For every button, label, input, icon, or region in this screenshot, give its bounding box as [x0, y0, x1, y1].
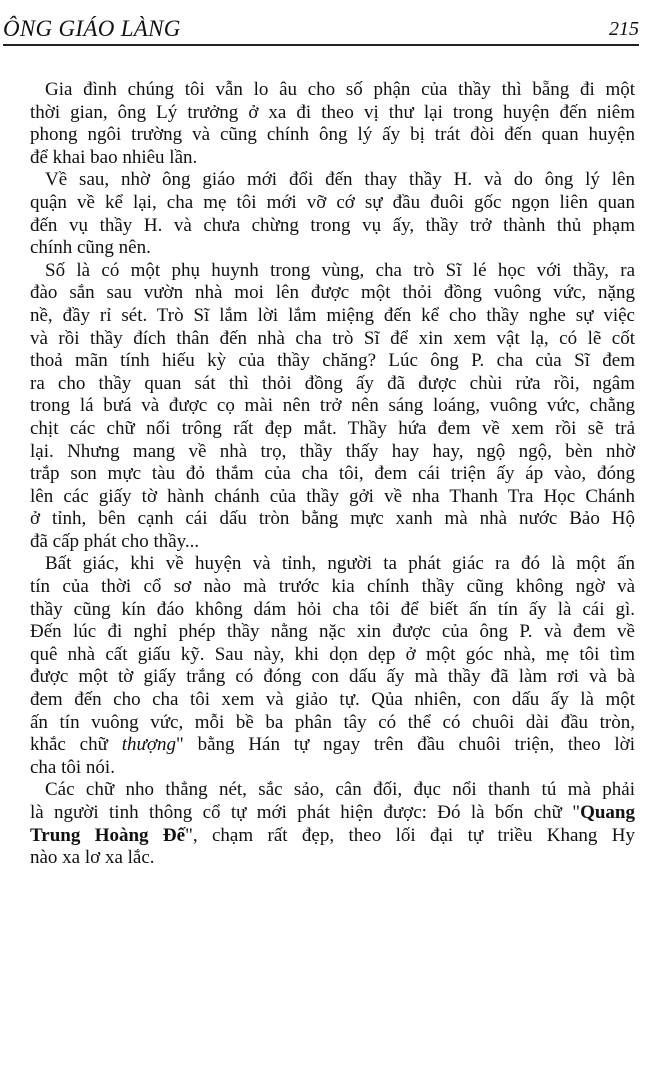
text-run: là người tinh thông cổ tự mới phát hiện được: Đó là bốn chữ " [30, 802, 581, 823]
text-line: đã cấp phát cho thầy... [30, 530, 200, 552]
text-line: đến vụ thầy H. và chưa chừng trong vụ ấy, thầy trở thành thủ phạm [30, 214, 635, 236]
text-line: thoả mãn tính hiếu kỳ của thầy chăng? Lúc ông P. cha của Sĩ đem [30, 350, 635, 372]
text-line: ở tỉnh, bên cạnh cái dấu tròn bằng mực xanh mà nhà nước Bảo Hộ [30, 508, 635, 530]
text-line: thời gian, ông Lý trưởng ở xa đi theo vị thư lại trong huyện đến niêm [30, 101, 635, 123]
text-run: " bằng Hán tự ngay trên đầu chuôi triện, theo lời [176, 734, 635, 756]
body-text [30, 79, 635, 870]
text-line: trong lá bưá và được cọ mài nên trở nên sáng loáng, vuông vức, chằng [30, 395, 635, 417]
text-line: đem đến cho cha tôi xem và giảo tự. Qủa nhiên, con dấu ấy là một [30, 689, 635, 711]
text-line: lại. Nhưng mang về nhà trọ, thầy thấy hay hay, ngộ ngộ, bèn nhờ [30, 440, 635, 462]
text-line: Bất giác, khi về huyện và tỉnh, người ta phát giác ra đó là một ấn [45, 553, 635, 575]
text-line: Các chữ nho thẳng nét, sắc sảo, cân đối, đục nổi thanh tú mà phải [45, 779, 635, 801]
text-line: thầy cũng kín đáo không dám hỏi cha tôi để biết ấn tín ấy là cái gì. [30, 598, 635, 620]
text-line: ra cho thầy quan sát thì thỏi đồng ấy đã được chùi rửa rồi, ngâm [30, 372, 635, 394]
page-number: 215 [609, 18, 639, 40]
text-line: và rồi thầy đích thân đến nhà cha trò Sĩ để xin xem vật lạ, có lẽ cốt [30, 327, 635, 349]
paragraph-4 [30, 553, 635, 779]
text-line-with-bold [30, 825, 635, 848]
text-run: khắc chữ [30, 734, 122, 756]
text-line: quê nhà cất giấu kỹ. Sau này, khi dọn dẹp ở một góc nhà, mẹ tôi tìm [30, 643, 635, 665]
bold-phrase: Trung Hoàng Đế [30, 824, 186, 846]
text-line: đào sắn sau vườn nhà moi lên được một thỏi đồng vuông vức, nặng [30, 282, 635, 304]
text-line: Gia đình chúng tôi vẫn lo âu cho số phận của thầy thì bẵng đi một [45, 79, 635, 100]
paragraph-5 [30, 779, 635, 869]
text-line: để khai bao nhiêu lần. [30, 146, 198, 168]
text-line: quận về kể lại, cha mẹ tôi mới vỡ cớ sự đầu đuôi gốc ngọn liên quan [30, 191, 635, 213]
text-line: Đến lúc đi nghỉ phép thầy nằng nặc xin được của ông P. và đem về [30, 621, 635, 643]
paragraph-2 [30, 169, 635, 259]
text-run: ", chạm rất đẹp, theo lối đại tự triều Khang Hy [185, 824, 635, 846]
page-header [3, 14, 639, 46]
text-line-with-bold [30, 802, 635, 825]
text-line: tín của thời cổ sơ nào mà trước kia chính thầy cũng không ngờ và [30, 576, 635, 598]
text-line: nề, đầy rỉ sét. Trò Sĩ lắm lời lắm miệng đến kể cho thầy nghe sự việc [30, 304, 635, 326]
bold-phrase: Quang [580, 802, 635, 823]
text-line: nào xa lơ xa lắc. [30, 847, 155, 869]
running-title: ÔNG GIÁO LÀNG [3, 16, 181, 41]
text-line: ấn tín vuông vức, mỗi bề ba phân tây có thể có chuôi dài đầu tròn, [30, 711, 635, 733]
text-line-with-italic [30, 734, 635, 757]
text-line: cha tôi nói. [30, 756, 115, 778]
paragraph-1 [30, 79, 635, 169]
text-line: phong ngôi trường và cũng chính ông lý ấy bị trát đòi đến quan huyện [30, 124, 635, 146]
italic-word: thượng [121, 734, 177, 756]
text-line: Về sau, nhờ ông giáo mới đổi đến thay thầy H. và do ông lý lên [45, 169, 635, 191]
text-line: được một tờ giấy trắng có đóng con dấu ấy mà thầy đã làm rơi và bà [30, 666, 635, 688]
text-line: Số là có một phụ huynh trong vùng, cha trò Sĩ lé học với thầy, ra [45, 259, 635, 281]
text-line: chịt các chữ nổi trông rất đẹp mắt. Thầy hứa đem về xem rồi sẽ trả [30, 417, 635, 439]
text-line: lên các giấy tờ hành chánh của thầy gởi về nha Thanh Tra Học Chánh [30, 485, 635, 507]
paragraph-3 [30, 260, 635, 554]
text-line: chính cũng nên. [30, 237, 151, 259]
text-line: trắp son mực tàu đỏ thắm của cha tôi, đem cái triện ấy áp vào, đóng [30, 463, 635, 485]
